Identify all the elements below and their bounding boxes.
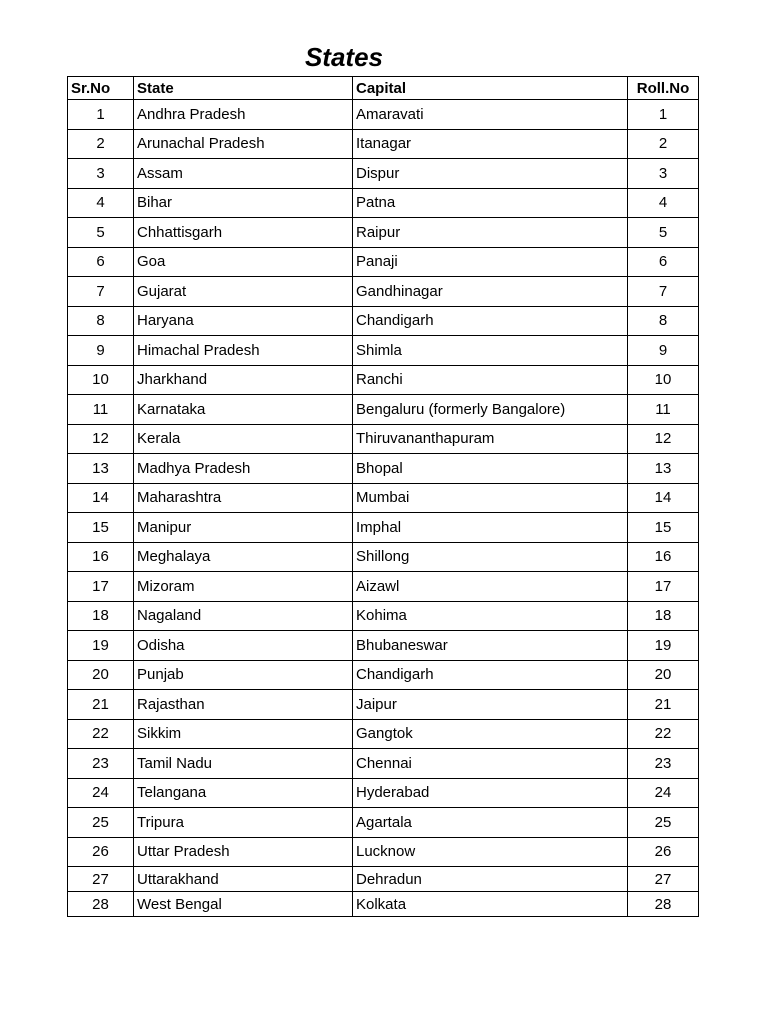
table-row xyxy=(68,483,699,513)
cell-capital: Dehradun xyxy=(353,867,628,892)
cell-sr-no: 10 xyxy=(68,365,134,395)
cell-capital: Agartala xyxy=(353,808,628,838)
cell-sr-no: 16 xyxy=(68,542,134,572)
table-row xyxy=(68,542,699,572)
cell-capital: Kolkata xyxy=(353,892,628,917)
cell-state: West Bengal xyxy=(134,892,353,917)
cell-capital: Panaji xyxy=(353,247,628,277)
cell-capital: Gangtok xyxy=(353,719,628,749)
cell-sr-no: 2 xyxy=(68,129,134,159)
cell-roll-no: 28 xyxy=(628,892,699,917)
cell-roll-no: 27 xyxy=(628,867,699,892)
cell-roll-no: 11 xyxy=(628,395,699,425)
page-title: States xyxy=(304,42,384,72)
cell-state: Tamil Nadu xyxy=(134,749,353,779)
cell-capital: Hyderabad xyxy=(353,778,628,808)
cell-roll-no: 15 xyxy=(628,513,699,543)
cell-state: Mizoram xyxy=(134,572,353,602)
cell-sr-no: 27 xyxy=(68,867,134,892)
header-roll-no: Roll.No xyxy=(628,77,699,100)
table-row xyxy=(68,277,699,307)
cell-state: Uttarakhand xyxy=(134,867,353,892)
cell-state: Himachal Pradesh xyxy=(134,336,353,366)
cell-sr-no: 17 xyxy=(68,572,134,602)
cell-capital: Bhopal xyxy=(353,454,628,484)
cell-sr-no: 6 xyxy=(68,247,134,277)
cell-sr-no: 11 xyxy=(68,395,134,425)
cell-roll-no: 2 xyxy=(628,129,699,159)
cell-roll-no: 23 xyxy=(628,749,699,779)
cell-sr-no: 5 xyxy=(68,218,134,248)
cell-roll-no: 3 xyxy=(628,159,699,189)
table-row xyxy=(68,454,699,484)
cell-roll-no: 1 xyxy=(628,100,699,130)
table-row xyxy=(68,424,699,454)
cell-sr-no: 28 xyxy=(68,892,134,917)
cell-sr-no: 26 xyxy=(68,837,134,867)
cell-capital: Dispur xyxy=(353,159,628,189)
cell-state: Rajasthan xyxy=(134,690,353,720)
cell-state: Punjab xyxy=(134,660,353,690)
cell-state: Telangana xyxy=(134,778,353,808)
table-row xyxy=(68,690,699,720)
table-row xyxy=(68,837,699,867)
cell-state: Assam xyxy=(134,159,353,189)
table-row xyxy=(68,306,699,336)
cell-sr-no: 1 xyxy=(68,100,134,130)
cell-state: Jharkhand xyxy=(134,365,353,395)
table-row xyxy=(68,247,699,277)
cell-sr-no: 20 xyxy=(68,660,134,690)
cell-sr-no: 8 xyxy=(68,306,134,336)
cell-capital: Amaravati xyxy=(353,100,628,130)
table-row xyxy=(68,188,699,218)
cell-roll-no: 19 xyxy=(628,631,699,661)
cell-state: Goa xyxy=(134,247,353,277)
cell-roll-no: 16 xyxy=(628,542,699,572)
header-sr-no: Sr.No xyxy=(68,77,134,100)
cell-capital: Bengaluru (formerly Bangalore) xyxy=(353,395,628,425)
header-capital: Capital xyxy=(353,77,628,100)
cell-roll-no: 21 xyxy=(628,690,699,720)
cell-roll-no: 17 xyxy=(628,572,699,602)
cell-roll-no: 10 xyxy=(628,365,699,395)
cell-capital: Bhubaneswar xyxy=(353,631,628,661)
cell-state: Odisha xyxy=(134,631,353,661)
cell-sr-no: 23 xyxy=(68,749,134,779)
table-row xyxy=(68,100,699,130)
table-header-row xyxy=(68,77,699,100)
cell-state: Chhattisgarh xyxy=(134,218,353,248)
table-row xyxy=(68,513,699,543)
table-row xyxy=(68,159,699,189)
cell-sr-no: 25 xyxy=(68,808,134,838)
cell-capital: Mumbai xyxy=(353,483,628,513)
cell-capital: Kohima xyxy=(353,601,628,631)
cell-state: Maharashtra xyxy=(134,483,353,513)
cell-roll-no: 6 xyxy=(628,247,699,277)
cell-roll-no: 26 xyxy=(628,837,699,867)
cell-roll-no: 9 xyxy=(628,336,699,366)
cell-roll-no: 24 xyxy=(628,778,699,808)
cell-roll-no: 14 xyxy=(628,483,699,513)
cell-sr-no: 4 xyxy=(68,188,134,218)
cell-state: Arunachal Pradesh xyxy=(134,129,353,159)
cell-roll-no: 18 xyxy=(628,601,699,631)
cell-sr-no: 19 xyxy=(68,631,134,661)
cell-capital: Patna xyxy=(353,188,628,218)
cell-capital: Thiruvananthapuram xyxy=(353,424,628,454)
cell-sr-no: 22 xyxy=(68,719,134,749)
table-row xyxy=(68,365,699,395)
cell-capital: Shillong xyxy=(353,542,628,572)
table-row xyxy=(68,218,699,248)
cell-capital: Lucknow xyxy=(353,837,628,867)
cell-capital: Itanagar xyxy=(353,129,628,159)
cell-capital: Aizawl xyxy=(353,572,628,602)
cell-state: Manipur xyxy=(134,513,353,543)
cell-capital: Chandigarh xyxy=(353,660,628,690)
cell-capital: Chandigarh xyxy=(353,306,628,336)
cell-state: Sikkim xyxy=(134,719,353,749)
cell-sr-no: 13 xyxy=(68,454,134,484)
cell-state: Meghalaya xyxy=(134,542,353,572)
table-row xyxy=(68,892,699,917)
cell-roll-no: 4 xyxy=(628,188,699,218)
cell-state: Kerala xyxy=(134,424,353,454)
cell-roll-no: 25 xyxy=(628,808,699,838)
cell-sr-no: 18 xyxy=(68,601,134,631)
cell-sr-no: 15 xyxy=(68,513,134,543)
cell-capital: Jaipur xyxy=(353,690,628,720)
cell-state: Gujarat xyxy=(134,277,353,307)
cell-sr-no: 21 xyxy=(68,690,134,720)
cell-roll-no: 22 xyxy=(628,719,699,749)
cell-capital: Ranchi xyxy=(353,365,628,395)
table-row xyxy=(68,572,699,602)
cell-roll-no: 7 xyxy=(628,277,699,307)
table-row xyxy=(68,749,699,779)
header-state: State xyxy=(134,77,353,100)
cell-capital: Gandhinagar xyxy=(353,277,628,307)
cell-capital: Shimla xyxy=(353,336,628,366)
table-row xyxy=(68,719,699,749)
cell-roll-no: 13 xyxy=(628,454,699,484)
table-row xyxy=(68,660,699,690)
cell-sr-no: 12 xyxy=(68,424,134,454)
cell-capital: Chennai xyxy=(353,749,628,779)
table-row xyxy=(68,778,699,808)
cell-sr-no: 7 xyxy=(68,277,134,307)
table-row xyxy=(68,867,699,892)
cell-roll-no: 20 xyxy=(628,660,699,690)
cell-state: Tripura xyxy=(134,808,353,838)
cell-sr-no: 3 xyxy=(68,159,134,189)
cell-state: Uttar Pradesh xyxy=(134,837,353,867)
table-row xyxy=(68,395,699,425)
cell-sr-no: 14 xyxy=(68,483,134,513)
table-row xyxy=(68,601,699,631)
cell-state: Karnataka xyxy=(134,395,353,425)
table-row xyxy=(68,631,699,661)
states-table xyxy=(67,76,699,917)
cell-capital: Raipur xyxy=(353,218,628,248)
cell-state: Bihar xyxy=(134,188,353,218)
table-row xyxy=(68,336,699,366)
cell-state: Madhya Pradesh xyxy=(134,454,353,484)
cell-capital: Imphal xyxy=(353,513,628,543)
cell-state: Haryana xyxy=(134,306,353,336)
table-row xyxy=(68,808,699,838)
cell-sr-no: 24 xyxy=(68,778,134,808)
cell-state: Andhra Pradesh xyxy=(134,100,353,130)
table-body xyxy=(68,100,699,917)
cell-sr-no: 9 xyxy=(68,336,134,366)
cell-roll-no: 12 xyxy=(628,424,699,454)
cell-state: Nagaland xyxy=(134,601,353,631)
cell-roll-no: 5 xyxy=(628,218,699,248)
cell-roll-no: 8 xyxy=(628,306,699,336)
table-row xyxy=(68,129,699,159)
